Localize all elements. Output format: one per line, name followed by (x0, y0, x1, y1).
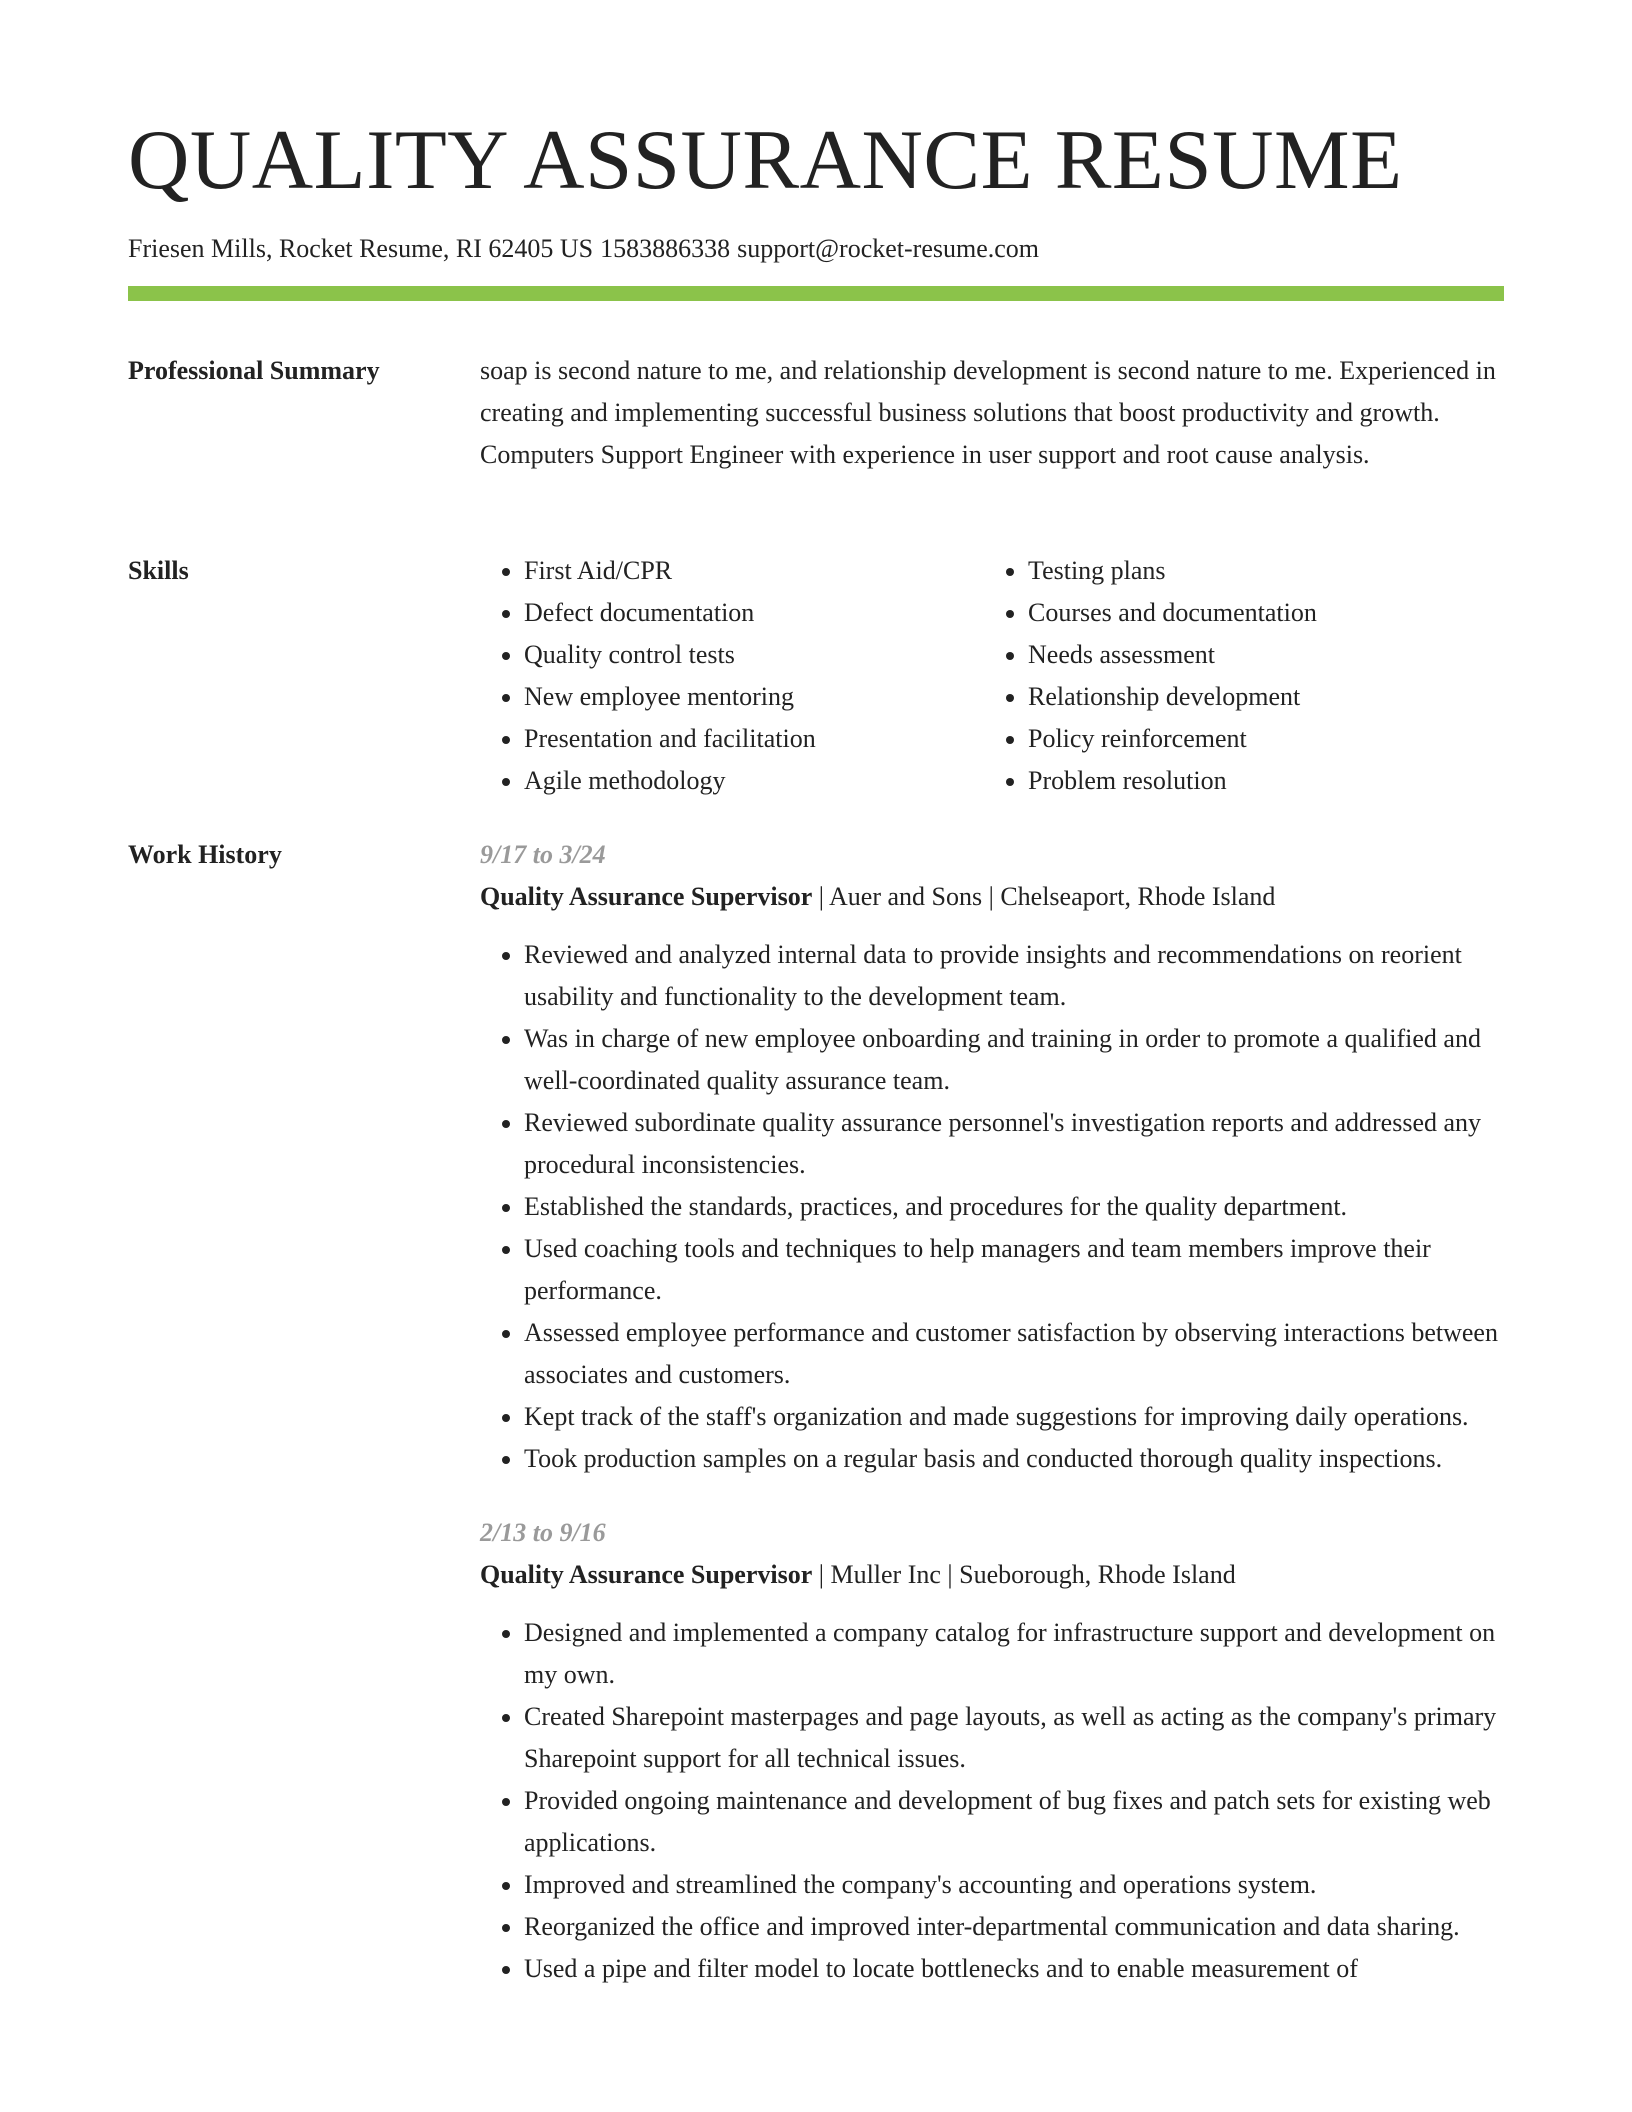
job-company-location: | Auer and Sons | Chelseaport, Rhode Island (818, 882, 1276, 911)
job-dates: 9/17 to 3/24 (480, 840, 606, 869)
job-header (480, 1554, 1510, 1596)
job-bullet: • Kept track of the staff's organization and made suggestions for improving daily operations. (524, 1396, 1510, 1438)
job-bullets (480, 934, 1510, 1480)
contact-phone: 1583886338 (600, 234, 731, 263)
skill-item: • Policy reinforcement (1028, 718, 1488, 760)
skill-item: • Quality control tests (524, 634, 984, 676)
skill-item: • Problem resolution (1028, 760, 1488, 802)
job-dates: 2/13 to 9/16 (480, 1518, 606, 1547)
job-bullet: • Reorganized the office and improved inter-departmental communication and data sharing. (524, 1906, 1510, 1948)
job-bullet: • Took production samples on a regular basis and conducted thorough quality inspections. (524, 1438, 1510, 1480)
skill-item: • Presentation and facilitation (524, 718, 984, 760)
job-company-location: | Muller Inc | Sueborough, Rhode Island (818, 1560, 1236, 1589)
summary-heading: Professional Summary (128, 356, 380, 385)
job-bullet: • Was in charge of new employee onboarding and training in order to promote a qualified and well-coordinated quality assurance team. (524, 1018, 1510, 1102)
job-header (480, 876, 1510, 918)
job-bullet: • Established the standards, practices, and procedures for the quality department. (524, 1186, 1510, 1228)
contact-address: Friesen Mills, Rocket Resume, RI 62405 US (128, 234, 594, 263)
job-bullet: • Assessed employee performance and customer satisfaction by observing interactions between associates and customers. (524, 1312, 1510, 1396)
job-bullet: • Reviewed subordinate quality assurance personnel's investigation reports and addressed any procedural inconsistencies. (524, 1102, 1510, 1186)
skill-item: • New employee mentoring (524, 676, 984, 718)
job-title: Quality Assurance Supervisor (480, 882, 813, 911)
skills-heading: Skills (128, 556, 189, 585)
skill-item: • First Aid/CPR (524, 550, 984, 592)
job-bullets (480, 1612, 1510, 1990)
job-bullet: • Used a pipe and filter model to locate bottlenecks and to enable measurement of (524, 1948, 1510, 1990)
contact-line (128, 232, 1039, 266)
skill-item: • Needs assessment (1028, 634, 1488, 676)
work-history-heading: Work History (128, 840, 282, 869)
contact-email: support@rocket-resume.com (737, 234, 1040, 263)
summary-section (480, 350, 1510, 476)
skills-list-left (480, 550, 984, 802)
skills-list-right (984, 550, 1488, 802)
job-bullet: • Used coaching tools and techniques to help managers and team members improve their performance. (524, 1228, 1510, 1312)
job-bullet: • Reviewed and analyzed internal data to provide insights and recommendations on reorient usability and functionality to the development team. (524, 934, 1510, 1018)
skill-item: • Relationship development (1028, 676, 1488, 718)
job-entry (480, 1512, 1510, 1990)
summary-text: soap is second nature to me, and relationship development is second nature to me. Experienced in creating and implementing successful business solutions that boost productivity and growth. Computers Support Engineer with experience in user support and root cause analysis. (480, 356, 1496, 469)
work-history-section (480, 834, 1510, 1990)
skill-item: • Courses and documentation (1028, 592, 1488, 634)
resume-title: QUALITY ASSURANCE RESUME (128, 113, 1403, 207)
skill-item: • Testing plans (1028, 550, 1488, 592)
job-bullet: • Designed and implemented a company catalog for infrastructure support and development on my own. (524, 1612, 1510, 1696)
job-bullet: • Improved and streamlined the company's accounting and operations system. (524, 1864, 1510, 1906)
job-entry (480, 834, 1510, 1480)
job-bullet: • Created Sharepoint masterpages and page layouts, as well as acting as the company's primary Sharepoint support for all technical issues. (524, 1696, 1510, 1780)
skills-section (480, 550, 1510, 802)
skill-item: • Agile methodology (524, 760, 984, 802)
job-bullet: • Provided ongoing maintenance and development of bug fixes and patch sets for existing web applications. (524, 1780, 1510, 1864)
skill-item: • Defect documentation (524, 592, 984, 634)
skills-columns (480, 550, 1510, 802)
job-title: Quality Assurance Supervisor (480, 1560, 813, 1589)
accent-divider (128, 286, 1504, 301)
